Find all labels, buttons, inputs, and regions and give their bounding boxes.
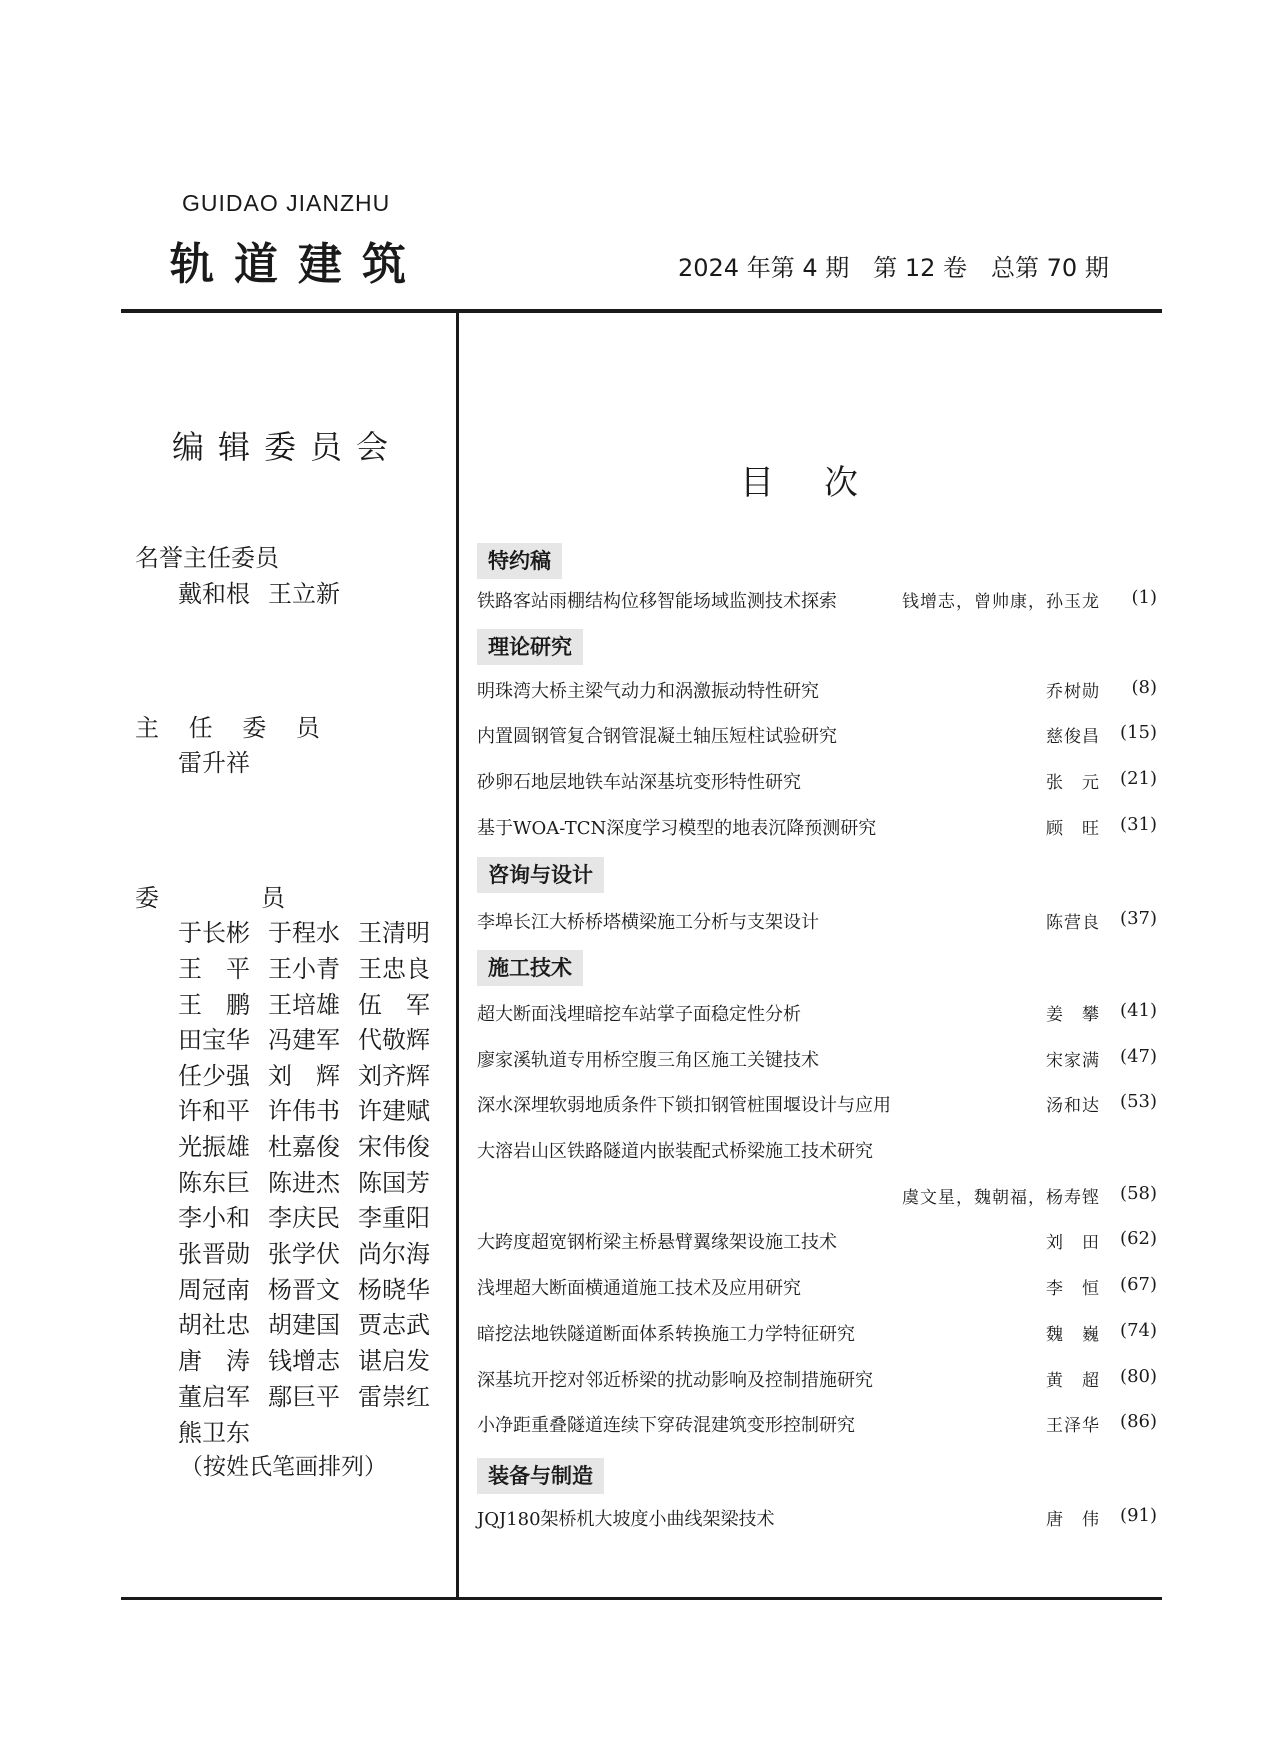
board-name: 尚尔海 bbox=[358, 1240, 430, 1268]
entry-authors: 刘 田 bbox=[1046, 1233, 1100, 1253]
entry-authors: 宋家满 bbox=[1046, 1051, 1100, 1071]
board-name: 冯建军 bbox=[268, 1026, 340, 1054]
board-name: 王 平 bbox=[178, 955, 250, 983]
toc-title: 目次 bbox=[740, 463, 908, 503]
board-name: 于程水 bbox=[268, 919, 340, 947]
entry-authors: 顾 旺 bbox=[1046, 819, 1100, 839]
members-row bbox=[178, 1198, 448, 1233]
toc-entry[interactable] bbox=[477, 1411, 1157, 1441]
entry-page: (67) bbox=[1120, 1274, 1157, 1295]
board-name: 周冠南 bbox=[178, 1276, 250, 1304]
members-row bbox=[178, 1020, 448, 1055]
members-row bbox=[178, 1305, 448, 1340]
entry-authors: 慈俊昌 bbox=[1046, 727, 1100, 747]
board-name: 雷升祥 bbox=[178, 749, 250, 777]
board-name: 许伟书 bbox=[268, 1097, 340, 1125]
entry-title: 小净距重叠隧道连续下穿砖混建筑变形控制研究 bbox=[477, 1415, 855, 1436]
entry-title: 砂卵石地层地铁车站深基坑变形特性研究 bbox=[477, 772, 801, 793]
entry-authors: 黄 超 bbox=[1046, 1371, 1100, 1391]
honorary-names bbox=[178, 574, 358, 609]
entry-page: (21) bbox=[1120, 768, 1157, 789]
entry-page: (80) bbox=[1120, 1366, 1157, 1387]
members-row bbox=[178, 1341, 448, 1376]
board-name: 李庆民 bbox=[268, 1204, 340, 1232]
entry-authors: 王泽华 bbox=[1046, 1416, 1100, 1436]
toc-entry[interactable] bbox=[477, 677, 1157, 707]
entry-title: 基于WOA-TCN深度学习模型的地表沉降预测研究 bbox=[477, 818, 877, 839]
board-name: 钱增志 bbox=[268, 1347, 340, 1375]
board-name: 王清明 bbox=[358, 919, 430, 947]
board-name: 唐 涛 bbox=[178, 1347, 250, 1375]
board-name: 杨晋文 bbox=[268, 1276, 340, 1304]
board-name: 张学伏 bbox=[268, 1240, 340, 1268]
toc-entry[interactable] bbox=[477, 1046, 1157, 1076]
column-divider bbox=[456, 311, 459, 1599]
entry-title: JQJ180架桥机大坡度小曲线架梁技术 bbox=[477, 1509, 775, 1530]
board-name: 李重阳 bbox=[358, 1204, 430, 1232]
entry-authors: 魏 巍 bbox=[1046, 1325, 1100, 1345]
board-name: 张晋勋 bbox=[178, 1240, 250, 1268]
section-label: 特约稿 bbox=[477, 543, 562, 579]
toc-entry[interactable] bbox=[477, 722, 1157, 752]
director-names bbox=[178, 743, 268, 778]
toc-entry[interactable] bbox=[477, 1000, 1157, 1030]
entry-page: (53) bbox=[1120, 1091, 1157, 1112]
members-row bbox=[178, 985, 448, 1020]
board-name: 陈进杰 bbox=[268, 1169, 340, 1197]
entry-page: (37) bbox=[1120, 908, 1157, 929]
toc-entry[interactable] bbox=[477, 1366, 1157, 1396]
entry-page: (1) bbox=[1131, 587, 1157, 608]
board-name: 贾志武 bbox=[358, 1311, 430, 1339]
toc-entry[interactable] bbox=[477, 768, 1157, 798]
board-name: 雷崇红 bbox=[358, 1383, 430, 1411]
entry-page: (58) bbox=[1120, 1183, 1157, 1204]
entry-title: 深水深埋软弱地质条件下锁扣钢管桩围堰设计与应用 bbox=[477, 1095, 891, 1116]
entry-page: (47) bbox=[1120, 1046, 1157, 1067]
entry-page: (62) bbox=[1120, 1228, 1157, 1249]
bottom-rule bbox=[121, 1597, 1162, 1600]
board-name: 董启军 bbox=[178, 1383, 250, 1411]
top-rule bbox=[121, 309, 1162, 313]
journal-pinyin: GUIDAO JIANZHU bbox=[182, 190, 391, 216]
board-name: 王 鹏 bbox=[178, 991, 250, 1019]
volume-number: 第 12 卷 bbox=[873, 254, 968, 282]
entry-page: (31) bbox=[1120, 814, 1157, 835]
entry-title: 暗挖法地铁隧道断面体系转换施工力学特征研究 bbox=[477, 1324, 855, 1345]
board-name: 陈国芳 bbox=[358, 1169, 430, 1197]
total-issue: 总第 70 期 bbox=[991, 254, 1109, 282]
board-name: 刘 辉 bbox=[268, 1062, 340, 1090]
members-row bbox=[178, 1127, 448, 1162]
board-name: 杨晓华 bbox=[358, 1276, 430, 1304]
entry-title: 深基坑开挖对邻近桥梁的扰动影响及控制措施研究 bbox=[477, 1370, 873, 1391]
board-name: 杜嘉俊 bbox=[268, 1133, 340, 1161]
entry-authors: 乔树勋 bbox=[1046, 682, 1100, 702]
members-row bbox=[178, 1234, 448, 1269]
members-label: 委 员 bbox=[135, 884, 285, 912]
board-name: 熊卫东 bbox=[178, 1419, 250, 1447]
toc-entry[interactable] bbox=[477, 1274, 1157, 1304]
section-label: 理论研究 bbox=[477, 629, 583, 665]
section-label: 施工技术 bbox=[477, 950, 583, 986]
board-name: 李小和 bbox=[178, 1204, 250, 1232]
entry-authors: 张 元 bbox=[1046, 773, 1100, 793]
board-name: 王忠良 bbox=[358, 955, 430, 983]
issue-number: 2024 年第 4 期 bbox=[678, 254, 850, 282]
entry-title: 大溶岩山区铁路隧道内嵌装配式桥梁施工技术研究 bbox=[477, 1141, 873, 1162]
entry-title: 李埠长江大桥桥塔横梁施工分析与支架设计 bbox=[477, 912, 819, 933]
toc-entry[interactable] bbox=[477, 908, 1157, 938]
entry-authors: 钱增志，曾帅康，孙玉龙 bbox=[902, 592, 1100, 612]
board-name: 田宝华 bbox=[178, 1026, 250, 1054]
board-name: 鄢巨平 bbox=[268, 1383, 340, 1411]
entry-title: 内置圆钢管复合钢管混凝土轴压短柱试验研究 bbox=[477, 726, 837, 747]
board-name: 伍 军 bbox=[358, 991, 430, 1019]
entry-title: 明珠湾大桥主梁气动力和涡激振动特性研究 bbox=[477, 681, 819, 702]
section-label: 装备与制造 bbox=[477, 1458, 604, 1494]
board-name: 许建赋 bbox=[358, 1097, 430, 1125]
members-row bbox=[178, 1056, 448, 1091]
toc-entry[interactable] bbox=[477, 1228, 1157, 1258]
issue-info bbox=[678, 248, 1133, 283]
members-row bbox=[178, 1091, 448, 1126]
board-name: 代敬辉 bbox=[358, 1026, 430, 1054]
entry-authors: 唐 伟 bbox=[1046, 1510, 1100, 1530]
board-name: 许和平 bbox=[178, 1097, 250, 1125]
toc-entry[interactable] bbox=[477, 814, 1157, 844]
entry-title: 铁路客站雨棚结构位移智能场域监测技术探索 bbox=[477, 591, 837, 612]
entry-authors: 虞文星，魏朝福，杨寿铿 bbox=[902, 1188, 1100, 1208]
toc-entry[interactable] bbox=[477, 1137, 1157, 1167]
entry-title: 浅埋超大断面横通道施工技术及应用研究 bbox=[477, 1278, 801, 1299]
members-row bbox=[178, 913, 448, 948]
board-title: 编辑委员会 bbox=[172, 428, 403, 466]
board-name: 胡社忠 bbox=[178, 1311, 250, 1339]
board-name: 王小青 bbox=[268, 955, 340, 983]
journal-title: 轨道建筑 bbox=[170, 239, 426, 290]
members-row bbox=[178, 1270, 448, 1305]
entry-page: (74) bbox=[1120, 1320, 1157, 1341]
board-name: 光振雄 bbox=[178, 1133, 250, 1161]
board-name: 陈东巨 bbox=[178, 1169, 250, 1197]
toc-entry[interactable] bbox=[477, 1183, 1157, 1213]
toc-entry[interactable] bbox=[477, 1320, 1157, 1350]
toc-entry[interactable] bbox=[477, 1091, 1157, 1121]
entry-authors: 汤和达 bbox=[1046, 1096, 1100, 1116]
entry-page: (15) bbox=[1120, 722, 1157, 743]
members-row bbox=[178, 1413, 268, 1448]
members-row bbox=[178, 1163, 448, 1198]
entry-authors: 姜 攀 bbox=[1046, 1005, 1100, 1025]
entry-title: 廖家溪轨道专用桥空腹三角区施工关键技术 bbox=[477, 1050, 819, 1071]
entry-page: (8) bbox=[1131, 677, 1157, 698]
toc-entry[interactable] bbox=[477, 587, 1157, 617]
section-label: 咨询与设计 bbox=[477, 857, 604, 893]
board-name: 任少强 bbox=[178, 1062, 250, 1090]
entry-page: (91) bbox=[1120, 1505, 1157, 1526]
board-name: 胡建国 bbox=[268, 1311, 340, 1339]
board-name: 戴和根 bbox=[178, 580, 250, 608]
board-name: 刘齐辉 bbox=[358, 1062, 430, 1090]
entry-title: 大跨度超宽钢桁梁主桥悬臂翼缘架设施工技术 bbox=[477, 1232, 837, 1253]
members-row bbox=[178, 949, 448, 984]
board-name: 宋伟俊 bbox=[358, 1133, 430, 1161]
entry-title: 超大断面浅埋暗挖车站掌子面稳定性分析 bbox=[477, 1004, 801, 1025]
entry-page: (41) bbox=[1120, 1000, 1157, 1021]
board-name: 王立新 bbox=[268, 580, 340, 608]
board-name: 王培雄 bbox=[268, 991, 340, 1019]
board-name: 谌启发 bbox=[358, 1347, 430, 1375]
entry-authors: 李 恒 bbox=[1046, 1279, 1100, 1299]
entry-authors: 陈营良 bbox=[1046, 913, 1100, 933]
members-row bbox=[178, 1377, 448, 1412]
board-name: 于长彬 bbox=[178, 919, 250, 947]
honorary-director-label: 名誉主任委员 bbox=[135, 544, 279, 572]
entry-page: (86) bbox=[1120, 1411, 1157, 1432]
toc-entry[interactable] bbox=[477, 1505, 1157, 1535]
director-label: 主 任 委 员 bbox=[135, 714, 331, 742]
order-note: （按姓氏笔画排列） bbox=[180, 1454, 387, 1480]
